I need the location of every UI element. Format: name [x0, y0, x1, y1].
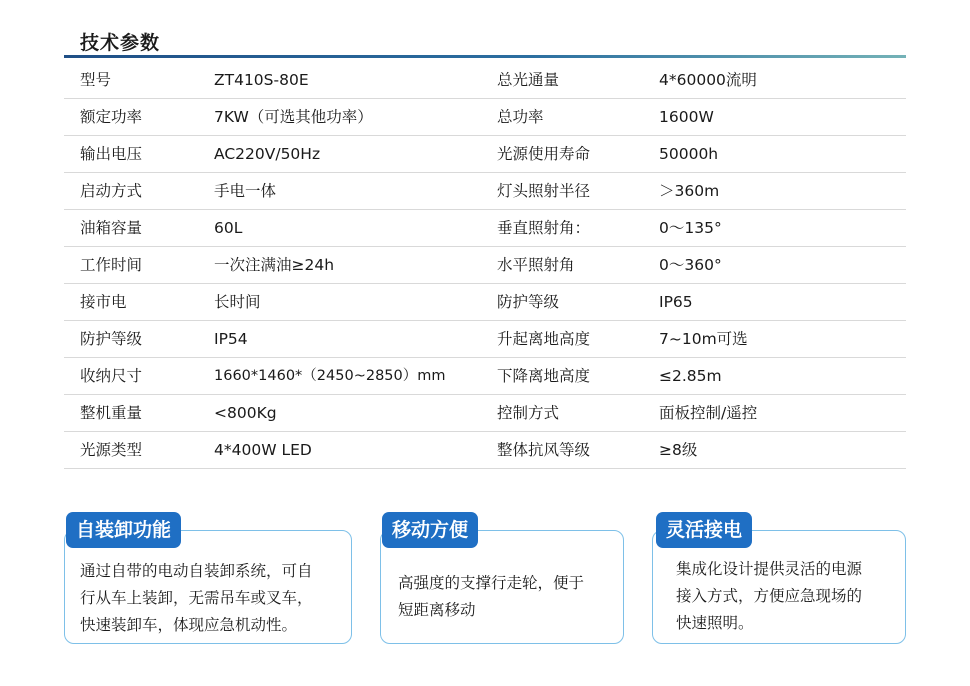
spec-row — [64, 210, 906, 247]
spec-label: 启动方式 — [80, 182, 143, 200]
feature-title-self-loading: 自装卸功能 — [66, 512, 181, 548]
spec-value: AC220V/50Hz — [214, 145, 321, 163]
spec-value: 1660*1460*（2450~2850）mm — [214, 368, 446, 384]
spec-value: ≤2.85m — [659, 367, 722, 385]
spec-label: 总光通量 — [497, 71, 560, 89]
spec-label: 额定功率 — [80, 108, 143, 126]
spec-label: 下降离地高度 — [497, 367, 591, 385]
spec-label: 油箱容量 — [80, 219, 143, 237]
spec-value: 0～360° — [659, 256, 722, 274]
spec-label: 接市电 — [80, 293, 127, 311]
spec-value: 60L — [214, 219, 243, 237]
spec-label: 工作时间 — [80, 256, 143, 274]
spec-value: ZT410S-80E — [214, 71, 309, 89]
spec-value: 1600W — [659, 108, 714, 126]
feature-title-power: 灵活接电 — [656, 512, 752, 548]
spec-value: ＞360m — [659, 182, 720, 200]
spec-value: <800Kg — [214, 404, 277, 422]
feature-text-mobility — [398, 570, 584, 624]
section-title: 技术参数 — [80, 32, 161, 54]
spec-value: 一次注满油≥24h — [214, 256, 335, 274]
feature-title-mobility: 移动方便 — [382, 512, 478, 548]
spec-label: 输出电压 — [80, 145, 143, 163]
spec-label: 光源使用寿命 — [497, 145, 591, 163]
spec-value: 50000h — [659, 145, 719, 163]
spec-label: 防护等级 — [80, 330, 143, 348]
spec-label: 水平照射角 — [497, 256, 575, 274]
spec-row — [64, 321, 906, 358]
feature-line: 快速装卸车，体现应急机动性。 — [80, 616, 298, 634]
spec-value: 7~10m可选 — [659, 330, 748, 348]
spec-row — [64, 99, 906, 136]
spec-label: 总功率 — [497, 108, 544, 126]
spec-value: 面板控制/遥控 — [659, 404, 758, 422]
feature-text-self-loading — [80, 558, 313, 639]
spec-row — [64, 432, 906, 469]
feature-line: 接入方式，方便应急现场的 — [676, 587, 863, 605]
spec-label: 升起离地高度 — [497, 330, 591, 348]
spec-table — [64, 62, 906, 469]
spec-label: 垂直照射角： — [497, 219, 591, 237]
spec-label: 收纳尺寸 — [80, 367, 143, 385]
spec-row — [64, 395, 906, 432]
feature-line: 集成化设计提供灵活的电源 — [676, 560, 863, 578]
feature-line: 行从车上装卸，无需吊车或叉车， — [80, 589, 313, 607]
spec-row — [64, 173, 906, 210]
spec-label: 光源类型 — [80, 441, 143, 459]
spec-label: 整机重量 — [80, 404, 143, 422]
spec-row — [64, 284, 906, 321]
spec-value: ≥8级 — [659, 441, 698, 459]
feature-line: 高强度的支撑行走轮，便于 — [398, 574, 585, 592]
spec-value: 4*60000流明 — [659, 71, 757, 89]
feature-line: 快速照明。 — [676, 614, 754, 632]
spec-row — [64, 358, 906, 395]
spec-label: 灯头照射半径 — [497, 182, 591, 200]
feature-line: 通过自带的电动自装卸系统，可自 — [80, 562, 313, 580]
spec-label: 控制方式 — [497, 404, 560, 422]
spec-value: 长时间 — [214, 293, 261, 311]
feature-line: 短距离移动 — [398, 601, 476, 619]
spec-row — [64, 247, 906, 284]
spec-value: 0～135° — [659, 219, 722, 237]
spec-label: 防护等级 — [497, 293, 560, 311]
title-underline — [64, 55, 906, 58]
spec-value: 4*400W LED — [214, 441, 312, 459]
spec-value: 手电一体 — [214, 182, 277, 200]
spec-value: IP65 — [659, 293, 693, 311]
spec-label: 整体抗风等级 — [497, 441, 591, 459]
spec-row — [64, 136, 906, 173]
feature-text-power — [676, 556, 862, 637]
spec-value: 7KW（可选其他功率） — [214, 108, 373, 126]
spec-label: 型号 — [80, 71, 112, 89]
spec-value: IP54 — [214, 330, 248, 348]
spec-row — [64, 62, 906, 99]
